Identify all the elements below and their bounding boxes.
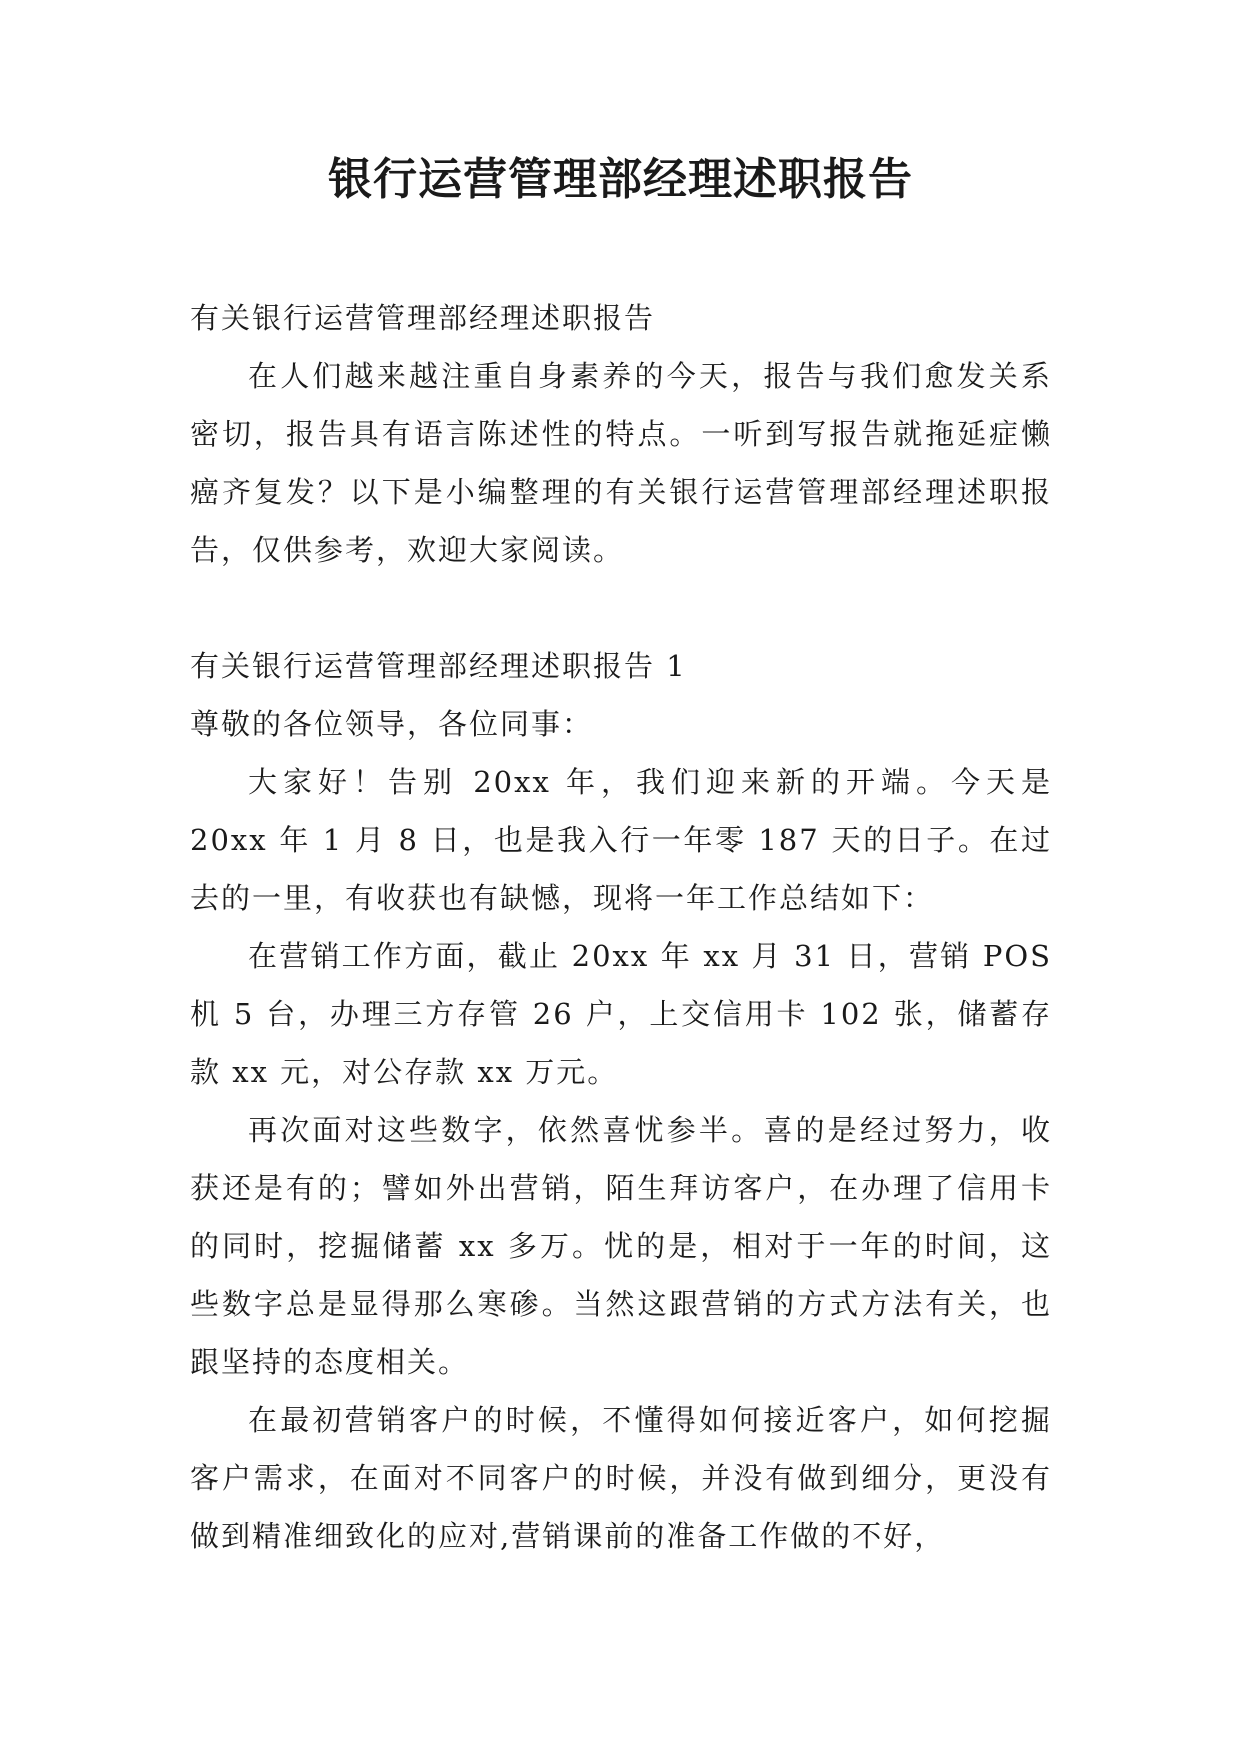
- section-heading: 有关银行运营管理部经理述职报告 1: [190, 649, 687, 683]
- document-title: 银行运营管理部经理述职报告: [328, 154, 913, 205]
- salutation: 尊敬的各位领导，各位同事：: [190, 707, 594, 741]
- document-subtitle: 有关银行运营管理部经理述职报告: [190, 301, 656, 335]
- body-paragraph-3: 再次面对这些数字，依然喜忧参半。喜的是经过努力，收获还是有的；譬如外出营销，陌生拜访客户，在办理了信用卡的同时，挖掘储蓄 xx 多万。忧的是，相对于一年的时间，这些数字总是显得那么寒碜。当然这跟营销的方式方法有关，也跟坚持的态度相关。: [190, 1113, 1052, 1379]
- intro-paragraph: 在人们越来越注重自身素养的今天，报告与我们愈发关系密切，报告具有语言陈述性的特点。一听到写报告就拖延症懒癌齐复发？以下是小编整理的有关银行运营管理部经理述职报告，仅供参考，欢迎大家阅读。: [190, 359, 1052, 567]
- body-paragraph-4: 在最初营销客户的时候，不懂得如何接近客户，如何挖掘客户需求，在面对不同客户的时候，并没有做到细分，更没有做到精准细致化的应对,营销课前的准备工作做的不好，: [190, 1403, 1052, 1553]
- paragraph-spacer: [190, 579, 1052, 637]
- document-body: [190, 289, 1052, 1565]
- body-paragraph-1: 大家好！告别 20xx 年，我们迎来新的开端。今天是 20xx 年 1 月 8 日，也是我入行一年零 187 天的日子。在过去的一里，有收获也有缺憾，现将一年工作总结如下：: [190, 765, 1052, 915]
- body-paragraph-2: 在营销工作方面，截止 20xx 年 xx 月 31 日，营销 POS 机 5 台，办理三方存管 26 户，上交信用卡 102 张，储蓄存款 xx 元，对公存款 xx 万元。: [190, 939, 1052, 1089]
